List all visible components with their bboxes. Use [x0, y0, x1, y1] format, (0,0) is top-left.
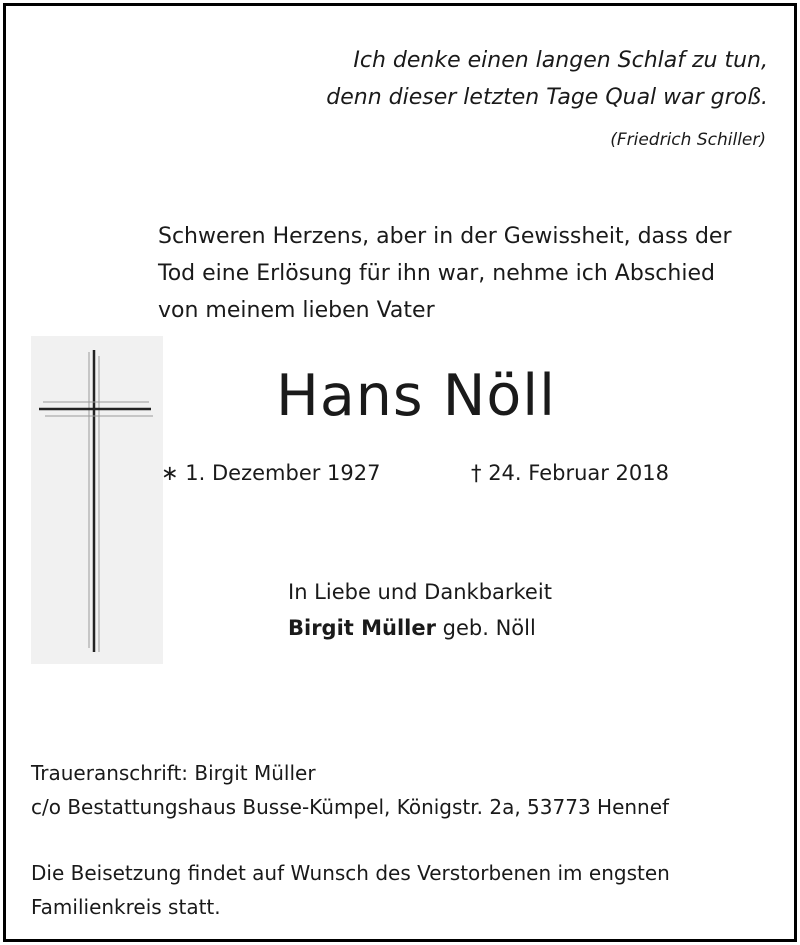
poem-quote: [326, 42, 768, 116]
intro-text: [158, 218, 732, 329]
poem-line: Ich denke einen langen Schlaf zu tun,: [353, 48, 768, 73]
birth-date-group: [161, 461, 381, 485]
poem-author: (Friedrich Schiller): [610, 130, 766, 150]
obituary-frame: [3, 3, 797, 942]
mourner-line: [288, 610, 552, 646]
address-line: c/o Bestattungshaus Busse-Kümpel, Königstr. 2a, 53773 Hennef: [31, 795, 670, 819]
intro-line: Schweren Herzens, aber in der Gewissheit, dass der: [158, 224, 732, 249]
note-line: Die Beisetzung findet auf Wunsch des Verstorbenen im engsten: [31, 861, 670, 885]
asterisk-icon: ∗: [161, 461, 179, 485]
deceased-name: Hans Nöll: [276, 363, 556, 429]
poem-line: denn dieser letzten Tage Qual war groß.: [326, 85, 768, 110]
intro-line: von meinem lieben Vater: [158, 298, 435, 323]
intro-line: Tod eine Erlösung für ihn war, nehme ich Abschied: [158, 261, 715, 286]
thanks-line: In Liebe und Dankbarkeit: [288, 580, 552, 604]
burial-note: [31, 856, 791, 924]
mourner-maiden-name: geb. Nöll: [442, 616, 536, 640]
mourning-address: [31, 756, 669, 824]
birth-date: 1. Dezember 1927: [185, 461, 381, 485]
note-line: Familienkreis statt.: [31, 895, 221, 919]
cross-icon: [31, 336, 163, 664]
death-date: 24. Februar 2018: [488, 461, 670, 485]
mourner-name: Birgit Müller: [288, 616, 436, 640]
death-date-group: [471, 461, 669, 485]
thanks-block: [288, 574, 552, 646]
address-line: Traueranschrift: Birgit Müller: [31, 761, 316, 785]
dagger-icon: †: [471, 461, 482, 485]
cross-panel: [31, 336, 163, 664]
